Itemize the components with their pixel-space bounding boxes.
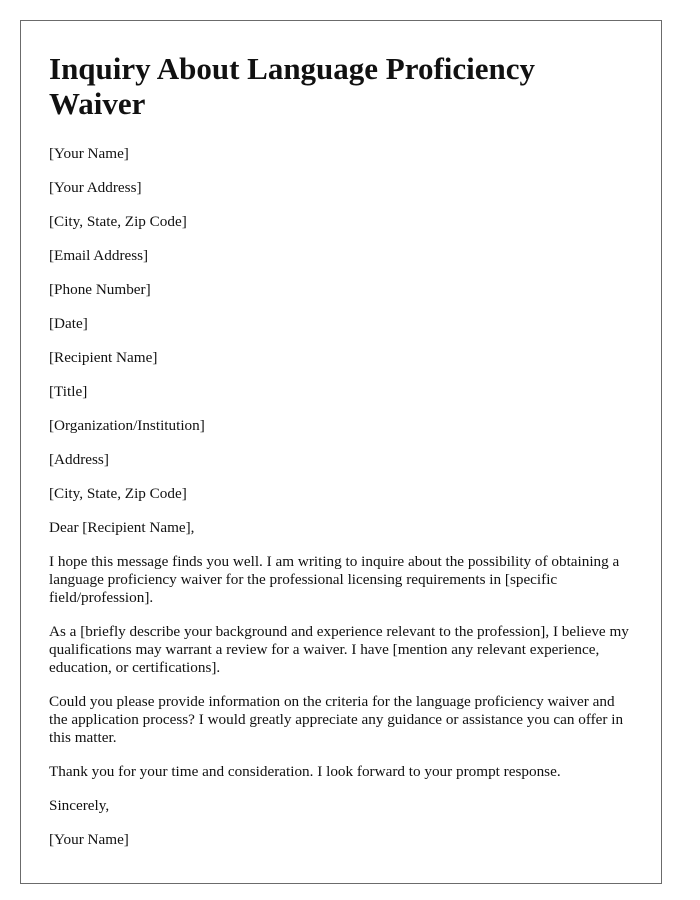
body-paragraph: As a [briefly describe your background and experience relevant to the profession], I believe my qualifications may warrant a review for a waiver. I have [mention any relevant experience, education, or certifications]. xyxy=(49,623,629,676)
sender-name: [Your Name] xyxy=(49,145,129,162)
signature: [Your Name] xyxy=(49,831,129,848)
letter-container xyxy=(20,20,662,884)
body-paragraph: I hope this message finds you well. I am writing to inquire about the possibility of obtaining a language proficiency waiver for the professional licensing requirements in [specific field/profession]. xyxy=(49,553,620,606)
letter-title: Inquiry About Language Proficiency Waiver xyxy=(49,51,536,121)
recipient-name: [Recipient Name] xyxy=(49,349,158,366)
sender-address: [Your Address] xyxy=(49,179,142,196)
letter-date: [Date] xyxy=(49,315,88,332)
sender-phone: [Phone Number] xyxy=(49,281,151,298)
address-block xyxy=(49,145,634,537)
salutation: Dear [Recipient Name], xyxy=(49,519,195,536)
recipient-organization: [Organization/Institution] xyxy=(49,417,205,434)
letter-content xyxy=(49,51,634,849)
sender-city-state-zip: [City, State, Zip Code] xyxy=(49,213,187,230)
body-paragraph: Could you please provide information on the criteria for the language proficiency waiver and the application process? I would greatly appreciate any guidance or assistance you can offer in this matter. xyxy=(49,693,624,746)
recipient-address: [Address] xyxy=(49,451,109,468)
recipient-city-state-zip: [City, State, Zip Code] xyxy=(49,485,187,502)
closing: Sincerely, xyxy=(49,797,110,814)
recipient-title: [Title] xyxy=(49,383,88,400)
sender-email: [Email Address] xyxy=(49,247,149,264)
body-paragraph: Thank you for your time and consideration. I look forward to your prompt response. xyxy=(49,763,561,780)
